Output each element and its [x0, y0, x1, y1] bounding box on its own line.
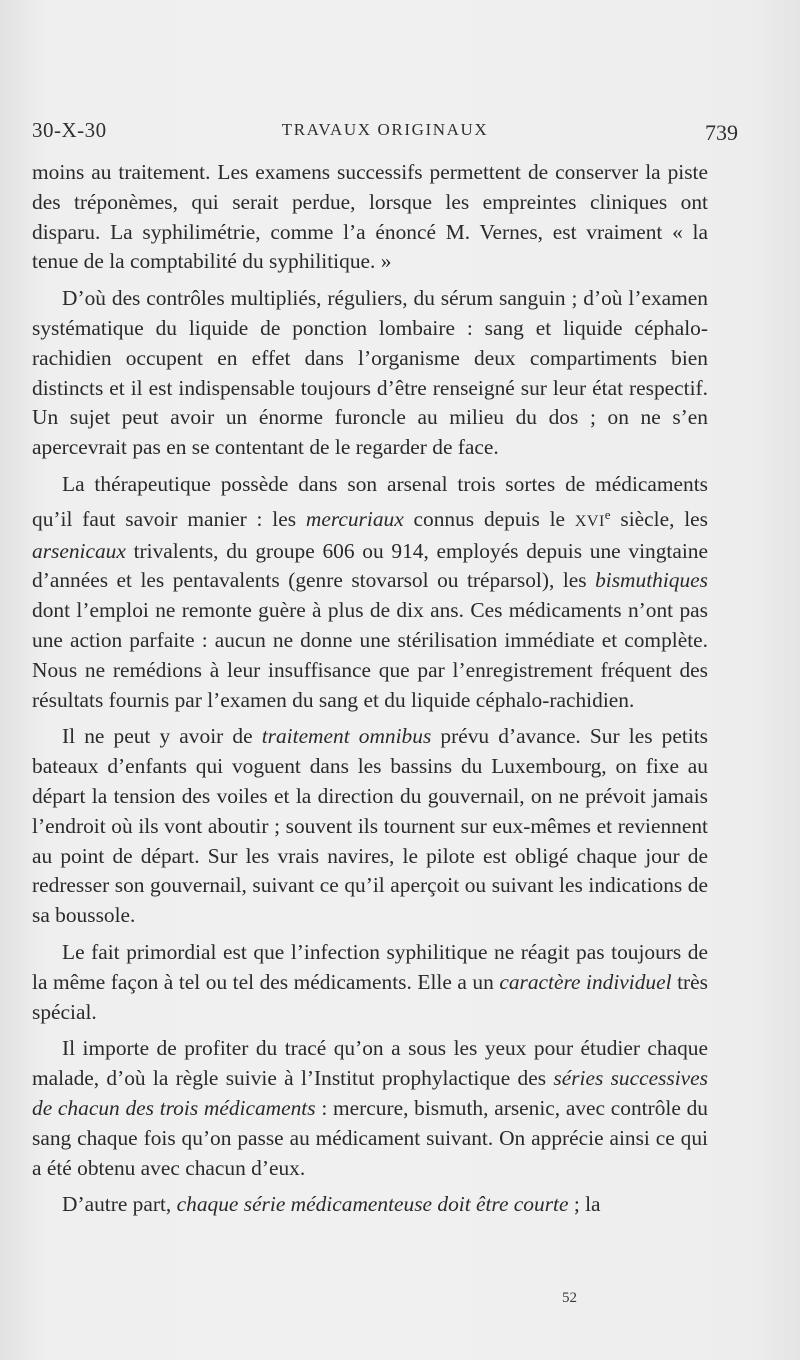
page-number: 739 [705, 120, 738, 145]
signature-mark: 52 [562, 1290, 577, 1306]
italic-term: mercuriaux [305, 506, 404, 531]
paragraph-5 [32, 938, 708, 1027]
text-span: La thérapeutique possède dans son arsenal trois sortes de médicaments qu’il faut savoir manier : les [32, 471, 708, 531]
section-title: TRAVAUX ORIGINAUX [281, 120, 489, 139]
italic-term: séries successives de chacun des trois médicaments [32, 1066, 708, 1120]
text-span: Il importe de profiter du tracé qu’on a sous les yeux pour étudier chaque malade, d’où la règle suivie à l’Institut prophylactique des [32, 1036, 708, 1091]
text-span: Le fait primordial est que l’infection syphilitique ne réagit pas toujours de la même façon à tel ou tel des médicaments. Elle a un [32, 939, 708, 994]
text-span: : mercure, bismuth, arsenic, avec contrôle du sang chaque fois qu’on passe au médicament suivant. On apprécie ainsi ce qui a été obtenu avec chacun d’eux. [32, 1095, 708, 1180]
italic-term: arsenicaux [32, 538, 126, 563]
article-body [32, 158, 708, 1220]
issue-date: 30-X-30 [32, 118, 107, 142]
italic-term: caractère individuel [499, 969, 672, 994]
italic-term: chaque série médicamenteuse doit être courte [176, 1192, 569, 1217]
text-span: Il ne peut y avoir de [62, 724, 262, 749]
text-span: siècle, les [610, 506, 708, 531]
text-span: trivalents, du groupe 606 ou 914, employés depuis une vingtaine d’années et les pentavalents (genre stovarsol ou tréparsol), les [32, 538, 708, 593]
text-span: ; la [568, 1192, 601, 1217]
paragraph-6 [32, 1034, 708, 1183]
paragraph-1: moins au traitement. Les examens successifs permettent de conserver la piste des tréponèmes, qui serait perdue, lorsque les empreintes cliniques ont disparu. La syphilimétrie, comme l’a énoncé M. Vernes, est vraiment « la tenue de la comptabilité du syphilitique. » [32, 160, 708, 274]
paragraph-7 [32, 1190, 708, 1220]
text-span: D’autre part, [62, 1192, 177, 1217]
text-span: prévu d’avance. Sur les petits bateaux d’enfants qui voguent dans les bassins du Luxembourg, on fixe au départ la tension des voiles et la direction du gouvernail, on ne prévoit jamais l’endroit où ils vont aboutir ; souvent ils tournent sur eux-mêmes et reviennent au point de départ. Sur les vrais navires, le pilote est obligé chaque jour de redresser son gouvernail, suivant ce qu’il aperçoit ou suivant les indications de sa boussole. [32, 724, 708, 928]
text-span: connus depuis le [403, 506, 575, 531]
italic-term: bismuthiques [595, 568, 708, 593]
century-numeral: XVI [574, 512, 605, 530]
paragraph-2: D’où des contrôles multipliés, réguliers, du sérum sanguin ; d’où l’examen systématique du liquide de ponction lombaire : sang et liquide céphalo-rachidien occupent en effet dans l’organisme deux compartiments bien distincts et il est indispensable toujours d’être renseigné sur leur état respectif. Un sujet peut avoir un énorme furoncle au milieu du dos ; on ne s’en apercevrait pas en se contentant de le regarder de face. [32, 286, 708, 460]
paragraph-4 [32, 722, 708, 931]
text-span: très spécial. [32, 969, 708, 1024]
text-span: dont l’emploi ne remonte guère à plus de dix ans. Ces médicaments n’ont pas une action parfaite : aucun ne donne une stérilisation immédiate et complète. Nous ne remédions à leur insuffisance que par l’enregistrement fréquent des résultats fournis par l’examen du sang et du liquide céphalo-rachidien. [32, 598, 708, 712]
running-head [32, 116, 738, 146]
italic-term: traitement omnibus [261, 724, 432, 749]
paragraph-3 [32, 470, 708, 715]
superscript: e [604, 506, 611, 522]
